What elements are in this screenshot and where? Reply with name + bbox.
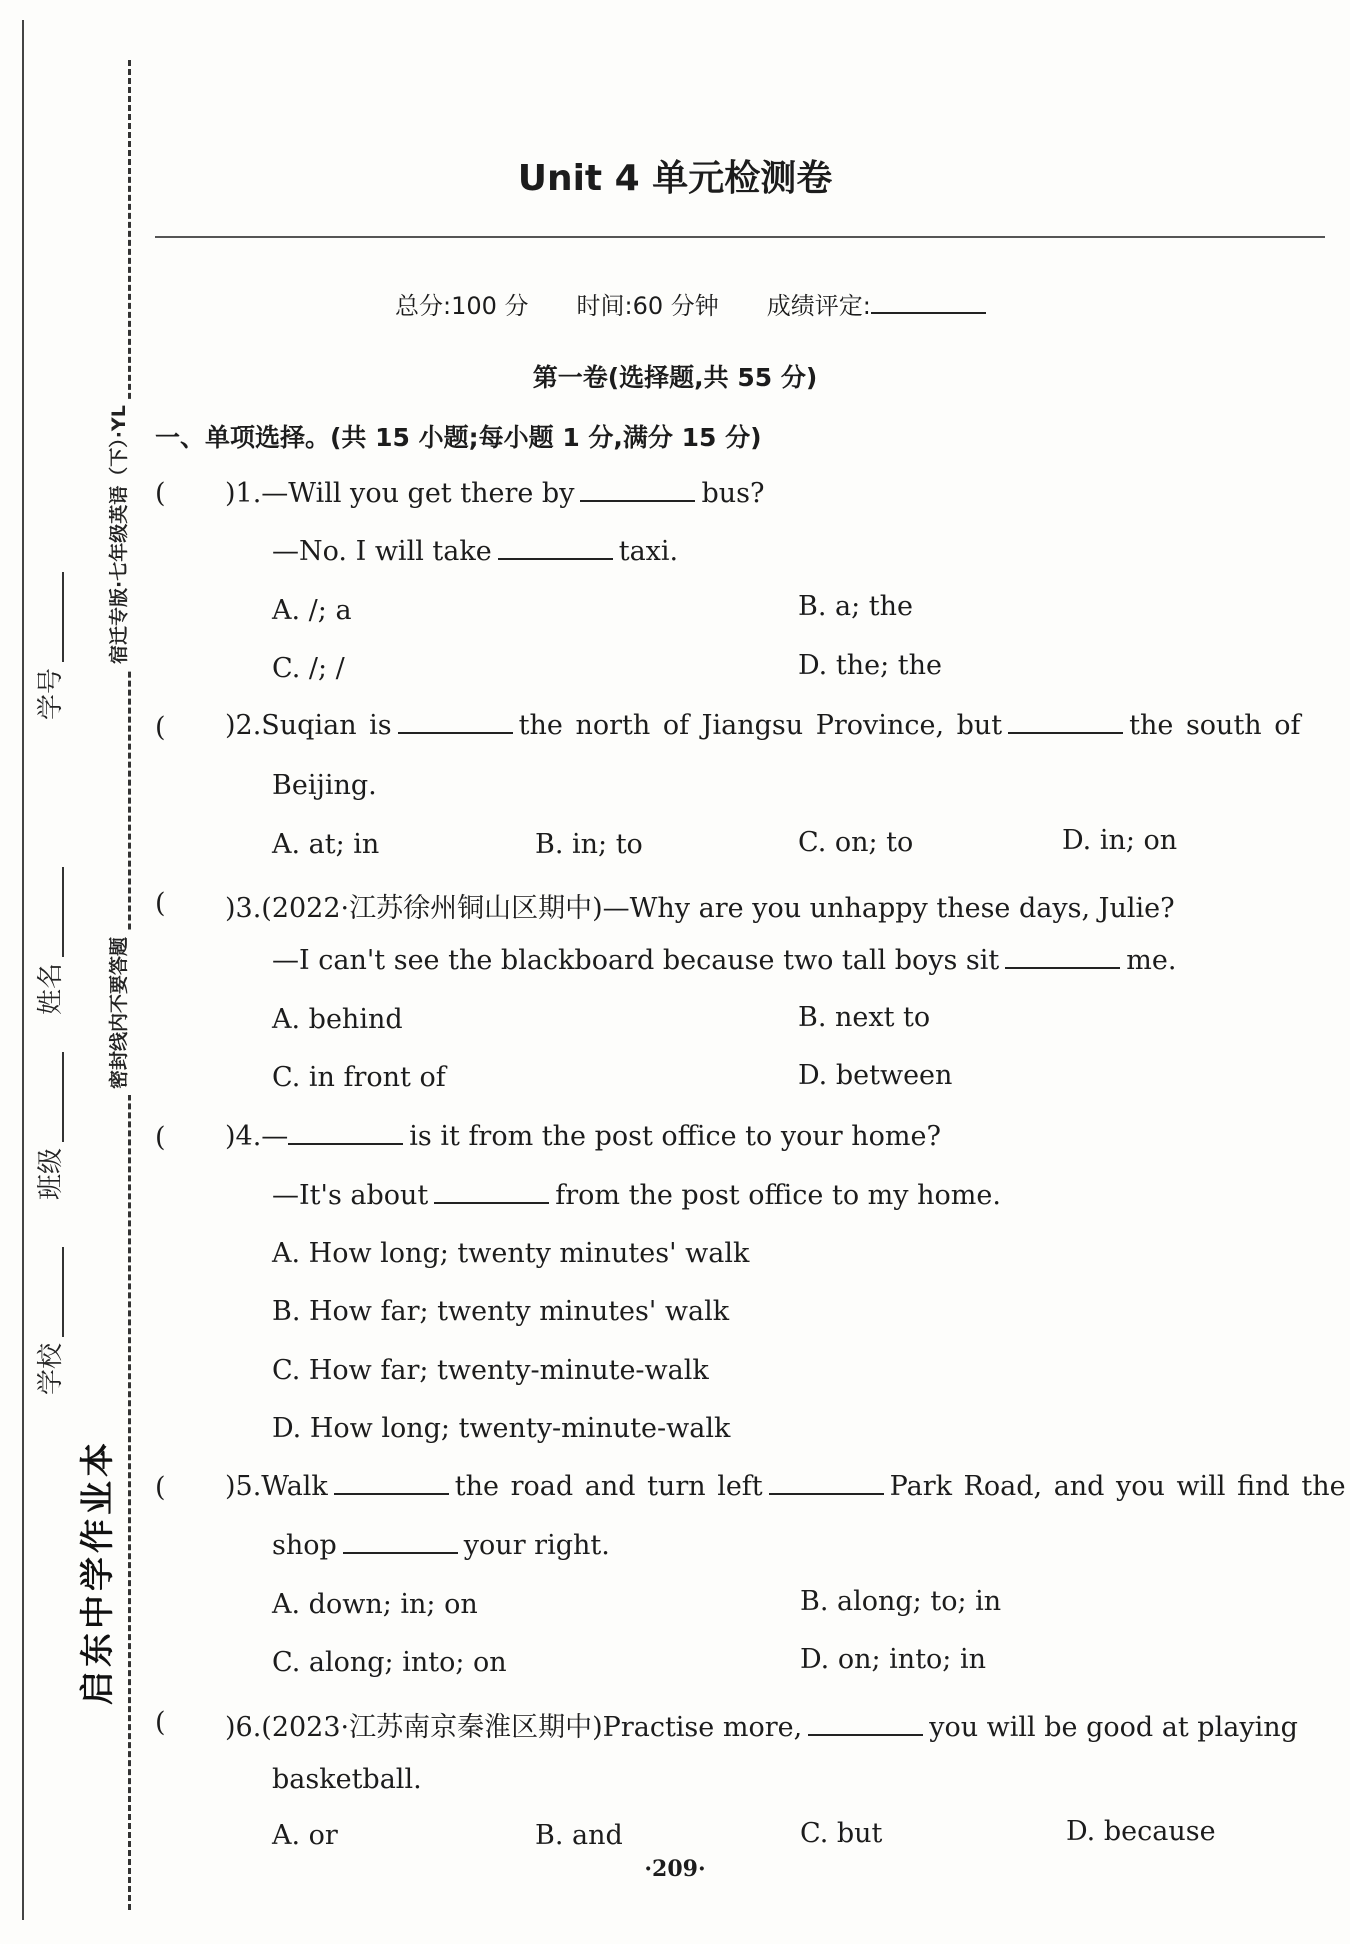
option-d[interactable]: D. between xyxy=(798,1060,953,1091)
answer-paren: ( xyxy=(155,1707,166,1738)
answer-blank[interactable] xyxy=(1005,947,1120,969)
section-heading: 一、单项选择。(共 15 小题;每小题 1 分,满分 15 分) xyxy=(155,423,762,452)
option-c[interactable]: C. in front of xyxy=(272,1062,446,1093)
question-line: )2.Suqian is the north of Jiangsu Province, but the south of xyxy=(225,710,1301,741)
option-a[interactable]: A. behind xyxy=(272,1004,403,1035)
option-c[interactable]: C. along; into; on xyxy=(272,1647,507,1678)
question-line: shop your right. xyxy=(272,1530,610,1561)
time-limit: 时间:60 分钟 xyxy=(576,292,719,320)
option-c[interactable]: C. but xyxy=(800,1818,883,1849)
book-info: 宿迁专版·七年级英语（下）·YL xyxy=(104,399,131,670)
option-a[interactable]: A. How long; twenty minutes' walk xyxy=(272,1238,750,1269)
answer-paren: ( xyxy=(155,1122,166,1153)
answer-blank[interactable] xyxy=(769,1473,884,1495)
option-c[interactable]: C. How far; twenty-minute-walk xyxy=(272,1355,709,1386)
answer-blank[interactable] xyxy=(288,1123,403,1145)
answer-blank[interactable] xyxy=(498,538,613,560)
option-b[interactable]: B. next to xyxy=(798,1002,931,1033)
question-line: )1.—Will you get there by bus? xyxy=(225,478,765,509)
seal-note: 密封线内不要答题 xyxy=(104,931,131,1095)
option-c[interactable]: C. on; to xyxy=(798,827,914,858)
exam-meta xyxy=(395,286,986,321)
option-b[interactable]: B. in; to xyxy=(535,829,643,860)
answer-paren: ( xyxy=(155,478,166,509)
option-d[interactable]: D. How long; twenty-minute-walk xyxy=(272,1413,731,1444)
option-a[interactable]: A. down; in; on xyxy=(272,1589,478,1620)
question-line: )6.(2023·江苏南京秦淮区期中)Practise more, you will be good at playing xyxy=(225,1712,1298,1743)
option-b[interactable]: B. and xyxy=(535,1820,623,1851)
answer-blank[interactable] xyxy=(343,1532,458,1554)
option-a[interactable]: A. or xyxy=(272,1820,338,1851)
answer-blank[interactable] xyxy=(580,480,695,502)
title-rule xyxy=(155,236,1325,238)
margin-rule xyxy=(22,20,24,1920)
answer-blank[interactable] xyxy=(398,712,513,734)
total-score: 总分:100 分 xyxy=(395,292,529,320)
option-b[interactable]: B. a; the xyxy=(798,591,914,622)
question-line: basketball. xyxy=(272,1764,422,1795)
name-field: 姓名 xyxy=(30,867,67,1015)
question-line: Beijing. xyxy=(272,770,377,801)
option-d[interactable]: D. because xyxy=(1066,1816,1216,1847)
option-d[interactable]: D. on; into; in xyxy=(800,1644,987,1675)
page-title: Unit 4 单元检测卷 xyxy=(517,158,833,199)
question-line: )3.(2022·江苏徐州铜山区期中)—Why are you unhappy these days, Julie? xyxy=(225,893,1175,924)
answer-paren: ( xyxy=(155,888,166,919)
answer-blank[interactable] xyxy=(334,1473,449,1495)
class-field: 班级 xyxy=(30,1052,67,1200)
option-c[interactable]: C. /; / xyxy=(272,653,345,684)
grade-blank[interactable] xyxy=(871,288,986,314)
school-field: 学校 xyxy=(30,1247,67,1395)
option-a[interactable]: A. at; in xyxy=(272,829,380,860)
answer-blank[interactable] xyxy=(434,1182,549,1204)
grade-label: 成绩评定: xyxy=(766,292,871,320)
question-line: —It's about from the post office to my home. xyxy=(272,1180,1001,1211)
student-number-field: 学号 xyxy=(30,572,67,720)
question-line: —No. I will take taxi. xyxy=(272,536,679,567)
page-number: ·209· xyxy=(644,1856,706,1882)
answer-paren: ( xyxy=(155,1472,166,1503)
option-d[interactable]: D. the; the xyxy=(798,650,942,681)
publisher-name: 启东中学作业本 xyxy=(78,1439,118,1705)
answer-paren: ( xyxy=(155,712,166,743)
option-d[interactable]: D. in; on xyxy=(1062,825,1178,856)
question-line: —I can't see the blackboard because two tall boys sit me. xyxy=(272,945,1177,976)
option-a[interactable]: A. /; a xyxy=(272,595,352,626)
option-b[interactable]: B. How far; twenty minutes' walk xyxy=(272,1296,730,1327)
option-b[interactable]: B. along; to; in xyxy=(800,1586,1002,1617)
question-line: )4.— is it from the post office to your home? xyxy=(225,1121,941,1152)
answer-blank[interactable] xyxy=(1008,712,1123,734)
question-line: )5.Walk the road and turn left Park Road, and you will find the xyxy=(225,1471,1346,1502)
answer-blank[interactable] xyxy=(808,1714,923,1736)
part-heading: 第一卷(选择题,共 55 分) xyxy=(532,363,818,392)
